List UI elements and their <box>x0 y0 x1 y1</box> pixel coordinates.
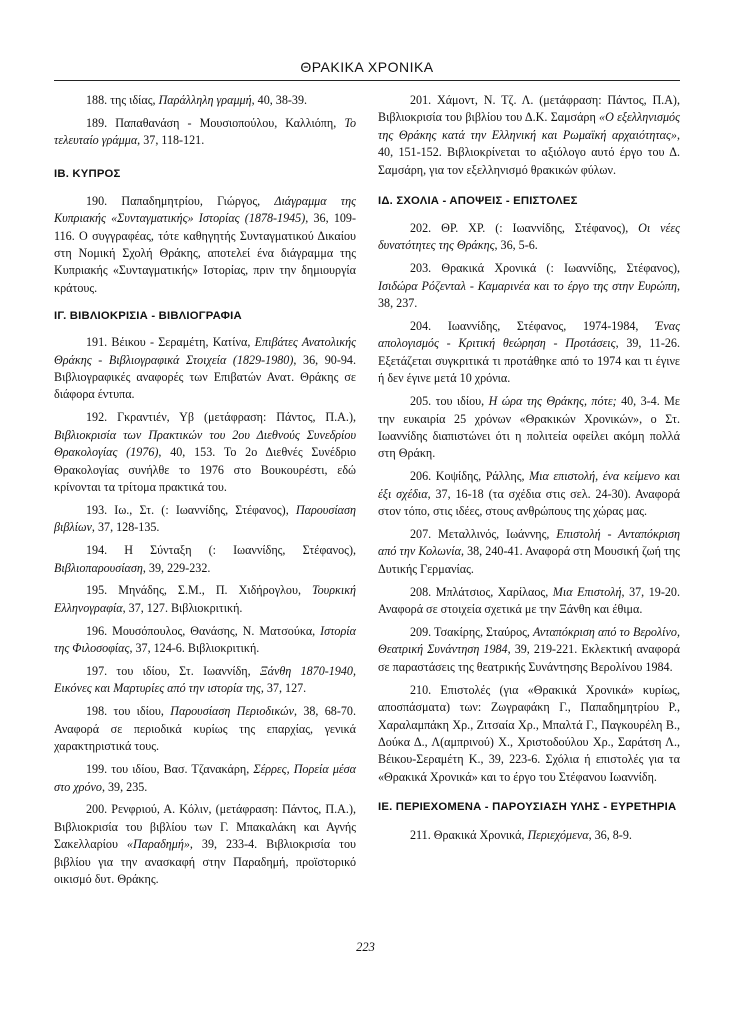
entry-text: , 38, 68-70. Αναφορά σε περιοδικά κυρίως της επαρχίας, γενικά χαρακτηριστικά τους. <box>54 704 356 754</box>
entry-text: 196. Μουσόπουλος, Θανάσης, Ν. Ματσούκα, <box>86 623 321 638</box>
entry-text: 40, 3-4. Με την ευκαιρία 25 χρόνων «Θρακικών Χρονικών», ο Στ. Ιωαννίδης διαπιστώνει ότι η πολιτεία οφείλει ακόμη πολλά στη Θράκη. <box>378 394 680 461</box>
entry-text: 197. του ιδίου, Στ. Ιωαννίδη, <box>86 664 260 679</box>
entry-text: , 40, 151-152. Βιβλιοκρίνεται το αξιόλογο αυτό έργο του Δ. Σαμσάρη, για τον εξελληνισμό θρακικών φύλων. <box>378 127 680 177</box>
section-heading: ΙΓ. ΒΙΒΛΙΟΚΡΙΣΙΑ - ΒΙΒΛΙΟΓΡΑΦΙΑ <box>54 310 242 323</box>
entry-text: 191. Βέικου - Σεραμέτη, Κατίνα, <box>86 335 255 350</box>
entry-text: 211. Θρακικά Χρονικά, <box>410 828 528 843</box>
entry-title: Ανταπόκριση από το Βερολίνο, Θεατρική Συνάντηση 1984 <box>378 625 680 657</box>
bibliography-entry <box>54 761 356 796</box>
entry-title: Ιστορία της Φιλοσοφίας <box>54 623 356 656</box>
entry-title: Το τελευταίο γράμμα <box>54 115 356 148</box>
bibliography-entry <box>54 801 356 888</box>
entry-text: 193. Ιω., Στ. (: Ιωαννίδης, Στέφανος), <box>86 502 296 517</box>
entry-title: Ξάνθη 1870-1940, Εικόνες και Μαρτυρίες από την ιστορία της <box>54 664 356 696</box>
bibliography-entry <box>378 92 680 179</box>
entry-title: Επιβάτες Ανατολικής Θράκης - Βιβλιογραφικά Στοιχεία (1829-1980) <box>54 335 356 367</box>
entry-title: Ισιδώρα Ρόζενταλ - Καμαρινέα και το έργο της στην Ευρώπη <box>378 278 677 293</box>
section-heading: ΙΒ. ΚΥΠΡΟΣ <box>54 167 121 180</box>
entry-text: 188. της ιδίας, <box>86 93 159 107</box>
entry-title: Βιβλιοπαρουσίαση <box>54 560 143 575</box>
entry-text: , 37, 127. <box>260 681 307 696</box>
entry-title: Μια Επιστολή <box>552 584 622 599</box>
bibliography-entry <box>54 663 356 698</box>
entry-text: 201. Χάμοντ, Ν. Τζ. Λ. (μετάφραση: Πάντος, Π.Α), Βιβλιοκρισία του βιβλίου του Δ.Κ. Σαμσάρη <box>378 93 680 125</box>
bibliography-entry <box>54 582 356 617</box>
entry-text: , 37, 127. Βιβλιοκριτική. <box>122 600 243 615</box>
entry-title: Οι νέες δυνατότητες της Θράκης <box>378 221 680 253</box>
entry-text: 207. Μεταλλινός, Ιωάννης, <box>410 527 557 542</box>
entry-title: Ένας απολογισμός - Κριτική θεώρηση - Προτάσεις <box>378 319 680 351</box>
bibliography-entry <box>54 92 356 109</box>
entry-title: Επιστολή - Ανταπόκριση από την Κολωνία <box>378 527 680 559</box>
section-heading: ΙΔ. ΣΧΟΛΙΑ - ΑΠΟΨΕΙΣ - ΕΠΙΣΤΟΛΕΣ <box>378 195 578 208</box>
entry-text: 208. Μπλάτσιος, Χαρίλαος, <box>410 584 553 599</box>
entry-title: Παράλληλη γραμμή <box>158 93 252 107</box>
entry-title: Η ώρα της Θράκης, πότε; <box>488 394 617 409</box>
entry-text: , 39, 11-26. Εξετάζεται συγκριτικά τι προτάθηκε από το 1974 και τι έγινε ή δεν έγινε μετά 10 χρόνια. <box>378 336 680 386</box>
bibliography-entry <box>54 193 356 297</box>
bibliography-entry <box>378 393 680 463</box>
bibliography-entry <box>378 584 680 619</box>
entry-text: , 37, 16-18 (τα σχέδια στις σελ. 24-30). Αναφορά στον τόπο, στις ιδέες, στους ανθρώπους της χώρας μας. <box>378 486 680 519</box>
bibliography-entry <box>54 542 356 577</box>
bibliography-entry <box>54 502 356 537</box>
entry-text: 202. ΘΡ. ΧΡ. (: Ιωαννίδης, Στέφανος), <box>410 221 639 236</box>
running-header: ΘΡΑΚΙΚΑ ΧΡΟΝΙΚΑ <box>300 59 434 75</box>
entry-title: Σέρρες, Πορεία μέσα στο χρόνο <box>54 762 356 794</box>
entry-text: 190. Παπαδημητρίου, Γιώργος, <box>86 193 275 208</box>
entry-text: , 36, 8-9. <box>588 828 632 843</box>
bibliography-entry <box>378 624 680 676</box>
entry-text: , 36, 90-94. Βιβλιογραφικές αναφορές των Επιβατών Ανατ. Θράκης σε διάφορα έντυπα. <box>54 352 356 402</box>
entry-text: , 39, 229-232. <box>142 560 211 575</box>
entry-text: , 40, 153. Το 2ο Διεθνές Συνέδριο Θρακολογίας συνήλθε το 1976 στο Βουκουρέστι, εδώ κρίνονται τα τρίτομα πρακτικά του. <box>54 445 356 494</box>
entry-text: 194. Η Σύνταξη (: Ιωαννίδης, Στέφανος), <box>86 543 356 558</box>
bibliography-entry <box>54 334 356 404</box>
entry-text: , 39, 219-221. Εκλεκτική αναφορά σε παραστάσεις της θεατρικής Συνάντησης Βερολίνου 1984. <box>378 642 680 674</box>
entry-text: , 36, 5-6. <box>494 238 538 253</box>
entry-text: 192. Γκραντιέν, Υβ (μετάφραση: Πάντος, Π.Α.), <box>86 410 356 425</box>
entry-title: «Παραδημή» <box>126 837 190 852</box>
entry-text: 195. Μηνάδης, Σ.Μ., Π. Χιδήρογλου, <box>86 583 312 598</box>
entry-title: Τουρκική Ελληνογραφία <box>54 583 356 615</box>
header-rule <box>54 80 680 81</box>
section-heading: ΙΕ. ΠΕΡΙΕΧΟΜΕΝΑ - ΠΑΡΟΥΣΙΑΣΗ ΥΛΗΣ - ΕΥΡΕΤΗΡΙΑ <box>378 801 677 814</box>
entry-text: , 39, 233-4. Βιβλιοκρισία του βιβλίου για την ανασκαφή στην Παραδημή, προϊστορικό οικισμό δυτ. Θράκης. <box>54 837 356 887</box>
entry-title: Περιεχόμενα <box>527 828 589 843</box>
entry-text: , 37, 124-6. Βιβλιοκριτική. <box>129 641 260 656</box>
entry-text: 199. του ιδίου, Βασ. Τζανακάρη, <box>86 762 254 777</box>
entry-text: , 38, 237. <box>378 278 680 311</box>
entry-text: 203. Θρακικά Χρονικά (: Ιωαννίδης, Στέφανος), <box>410 261 680 276</box>
bibliography-entry <box>378 827 680 844</box>
entry-text: , 37, 128-135. <box>91 520 160 535</box>
page-number: 223 <box>356 940 375 954</box>
entry-title: Παρουσίαση Περιοδικών <box>170 704 294 719</box>
entry-text: , 37, 19-20. Αναφορά σε στοιχεία σχετικά με την Ξάνθη και έθιμα. <box>378 584 680 617</box>
bibliography-entry <box>378 260 680 312</box>
entry-text: 206. Κοψίδης, Ράλλης, <box>410 469 530 484</box>
entry-title: «Ο εξελληνισμός της Θράκης κατά την Ελληνική και Ρωμαϊκή αρχαιότητας» <box>378 110 680 142</box>
entry-title: Διάγραμμα της Κυπριακής «Συνταγματικής» Ιστορίας (1878-1945) <box>54 193 356 226</box>
bibliography-entry <box>378 220 680 255</box>
entry-text: 210. Επιστολές (για «Θρακικά Χρονικά» κυρίως, αποσπάσματα) των: Ζωγραφάκη Γ., Παπαδημητρίου Ρ., Χαραλαμπάκη Χρ., Ζιτσαία Χρ., Μπαλτά Γ., Παγκουρέλη Β., Δούκα Δ., Λ(αμπρινού) Χ., Χριστοδούλου Χρ., Σαράτση Λ., Βέικου-Σεραμέτη Κ., 39, 223-6. Σχόλια ή επιστολές για τα «Θρακικά Χρονικά» και το έργο του Στέφανου Ιωαννίδη. <box>378 682 680 784</box>
entry-text: 205. του ιδίου, <box>410 394 489 409</box>
entry-text: 209. Τσακίρης, Σταύρος, <box>410 625 534 640</box>
bibliography-entry <box>54 115 356 150</box>
right-column <box>378 92 680 850</box>
entry-title: Βιβλιοκρισία των Πρακτικών του 2ου Διεθνούς Συνεδρίου Θρακολογίας (1976) <box>54 427 356 460</box>
entry-text: 204. Ιωαννίδης, Στέφανος, 1974-1984, <box>410 319 656 334</box>
entry-text: 198. του ιδίου, <box>86 704 171 719</box>
entry-text: , 37, 118-121. <box>137 133 205 148</box>
entry-text: 200. Ρενφριού, Α. Κόλιν, (μετάφραση: Πάντος, Π.Α.), Βιβλιοκρισία του βιβλίου των Γ. Μπακαλάκη και Αγνής Σακελλαρίου <box>54 802 356 852</box>
bibliography-entry <box>54 409 356 496</box>
entry-text: , 36, 109-116. Ο συγγραφέας, τότε καθηγητής Συνταγματικού Δικαίου στη Νομική Σχολή Θράκης, αποτελεί ένα διάγραμμα της Κυπριακής «Συνταγματικής» Ιστορίας, πριν την δημιουργία κράτους. <box>54 211 356 295</box>
bibliography-entry <box>378 526 680 578</box>
bibliography-entry <box>54 703 356 755</box>
left-column <box>54 92 356 894</box>
bibliography-entry <box>378 682 680 786</box>
entry-text: 189. Παπαθανάση - Μουσιοπούλου, Καλλιόπη, <box>86 115 345 130</box>
entry-text: , 38, 240-41. Αναφορά στη Μουσική ζωή της Δυτικής Γερμανίας. <box>378 544 680 576</box>
bibliography-entry <box>378 318 680 388</box>
entry-text: , 39, 235. <box>101 779 148 794</box>
bibliography-entry <box>54 623 356 658</box>
entry-title: Παρουσίαση βιβλίων <box>54 502 356 535</box>
entry-title: Μια επιστολή, ένα κείμενο και έξι σχέδια <box>378 469 680 501</box>
entry-text: , 40, 38-39. <box>251 93 308 107</box>
bibliography-entry <box>378 468 680 520</box>
